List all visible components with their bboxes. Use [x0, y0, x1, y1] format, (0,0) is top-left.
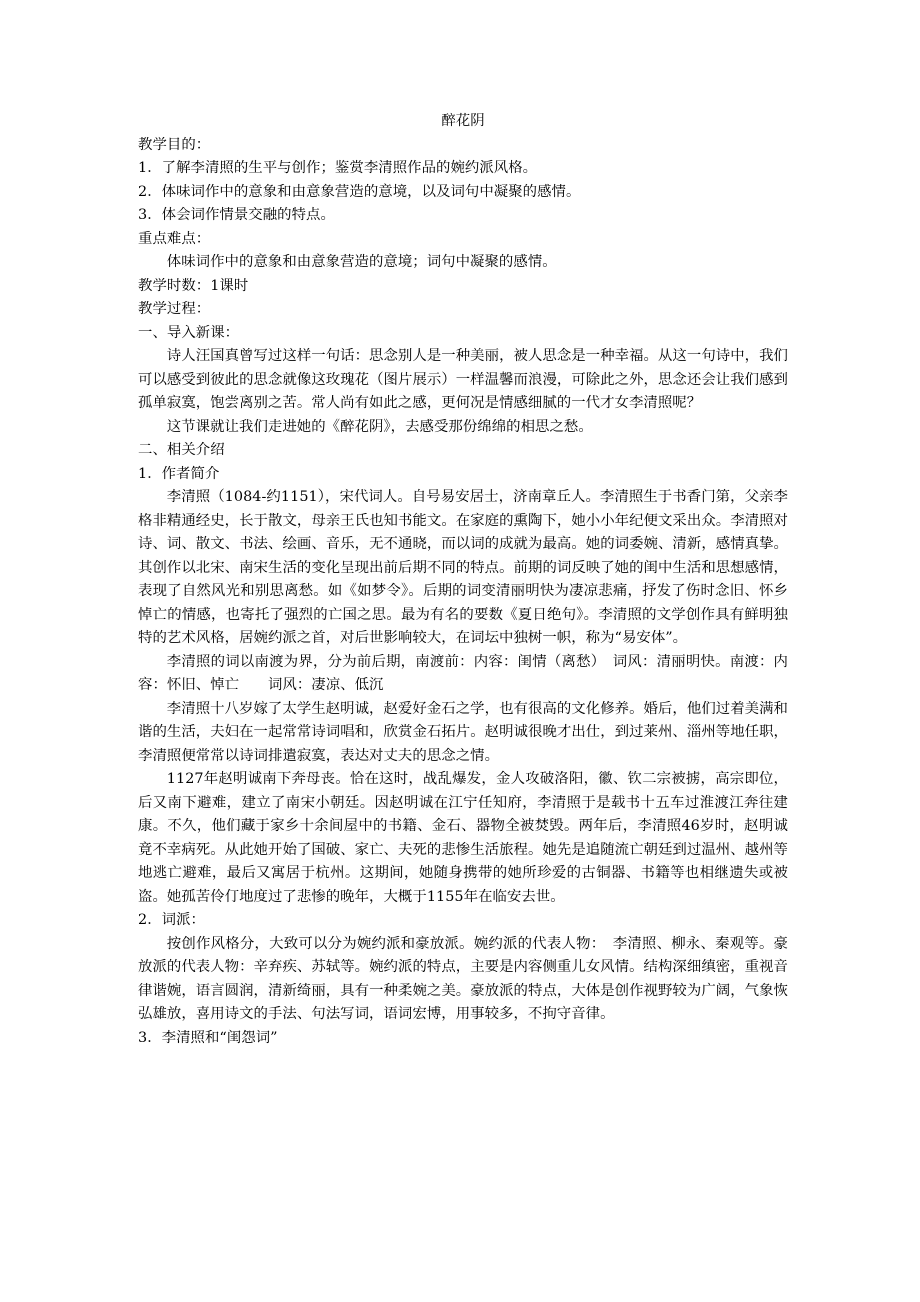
author-paragraph-3: 李清照十八岁嫁了太学生赵明诚，赵爱好金石之学，也有很高的文化修养。婚后，他们过着美满和谐的生活，夫妇在一起常常诗词唱和，欣赏金石拓片。赵明诚很晚才出仕，到过莱州、淄州等地任职，李清照便常常以诗词排遣寂寞，表达对丈夫的思念之情。: [138, 700, 788, 764]
boudoir-ci-heading: 3．李清照和“闺怨词”: [138, 1029, 278, 1046]
section-related-heading: 二、相关介绍: [138, 442, 225, 458]
keypoints-text: 体味词作中的意象和由意象营造的意境；词句中凝聚的感情。: [166, 254, 557, 270]
process-heading: 教学过程：: [138, 301, 211, 317]
objective-item-2: 2．体味词作中的意象和由意象营造的意境，以及词句中凝聚的感情。: [138, 183, 581, 200]
objective-item-3: 3．体会词作情景交融的特点。: [138, 207, 335, 223]
intro-paragraph-2: 这节课就让我们走进她的《醉花阴》，去感受那份绵绵的相思之愁。: [166, 418, 593, 435]
section-intro-heading: 一、导入新课：: [138, 324, 240, 341]
document-page: [138, 110, 788, 1050]
keypoints-heading: 重点难点：: [138, 230, 211, 247]
objectives-heading: 教学目的：: [138, 136, 211, 153]
author-paragraph-2: 李清照的词以南渡为界，分为前后期，南渡前：内容：闺情（离愁） 词风：清丽明快。南渡：内容：怀旧、悼亡 词风：凄凉、低沉: [138, 653, 788, 693]
intro-paragraph-1: 诗人汪国真曾写过这样一句话：思念别人是一种美丽，被人思念是一种幸福。从这一句诗中，我们可以感受到彼此的思念就像这玫瑰花（图片展示）一样温馨而浪漫，可除此之外，思念还会让我们感到孤单寂寞，饱尝离别之苦。常人尚有如此之感，更何况是情感细腻的一代才女李清照呢？: [138, 348, 788, 411]
ci-school-heading: 2．词派：: [138, 912, 205, 928]
document-title: 醉花阴: [441, 113, 485, 129]
author-paragraph-1: 李清照（1084-约1151），宋代词人。自号易安居士，济南章丘人。李清照生于书香门第，父亲李格非精通经史，长于散文，母亲王氏也知书能文。在家庭的熏陶下，她小小年纪便文采出众。李清照对诗、词、散文、书法、绘画、音乐，无不通晓，而以词的成就为最高。她的词委婉、清新，感情真挚。其创作以北宋、南宋生活的变化呈现出前后期不同的特点。前期的词反映了她的闺中生活和思想感情，表现了自然风光和别思离愁。如《如梦令》。后期的词变清丽明快为凄凉悲痛，抒发了伤时念旧、怀乡悼亡的情感，也寄托了强烈的亡国之思。最为有名的要数《夏日绝句》。李清照的文学创作具有鲜明独特的艺术风格，居婉约派之首，对后世影响较大，在词坛中独树一帜，称为“易安体”。: [138, 489, 788, 646]
author-paragraph-4: 1127年赵明诚南下奔母丧。恰在这时，战乱爆发，金人攻破洛阳，徽、钦二宗被掳，高宗即位，后又南下避难，建立了南宋小朝廷。因赵明诚在江宁任知府，李清照于是载书十五车过淮渡江奔往建康。不久，他们藏于家乡十余间屋中的书籍、金石、器物全被焚毁。两年后，李清照46岁时，赵明诚竟不幸病死。从此她开始了国破、家亡、夫死的悲惨生活旅程。她先是追随流亡朝廷到过温州、越州等地逃亡避难，最后又寓居于杭州。这期间，她随身携带的她所珍爱的古铜器、书籍等也相继遗失或被盗。她孤苦伶仃地度过了悲惨的晚年，大概于1155年在临安去世。: [138, 771, 788, 905]
objective-item-1: 1．了解李清照的生平与创作；鉴赏李清照作品的婉约派风格。: [138, 160, 538, 176]
author-intro-heading: 1．作者简介: [138, 465, 220, 482]
teaching-hours: 教学时数：1课时: [138, 277, 249, 294]
ci-school-paragraph: 按创作风格分，大致可以分为婉约派和豪放派。婉约派的代表人物： 李清照、柳永、秦观等。豪放派的代表人物：辛弃疾、苏轼等。婉约派的特点，主要是内容侧重儿女风情。结构深细缜密，重视音律谐婉，语言圆润，清新绮丽，具有一种柔婉之美。豪放派的特点，大体是创作视野较为广阔，气象恢弘雄放，喜用诗文的手法、句法写词，语词宏博，用事较多，不拘守音律。: [138, 935, 788, 1022]
